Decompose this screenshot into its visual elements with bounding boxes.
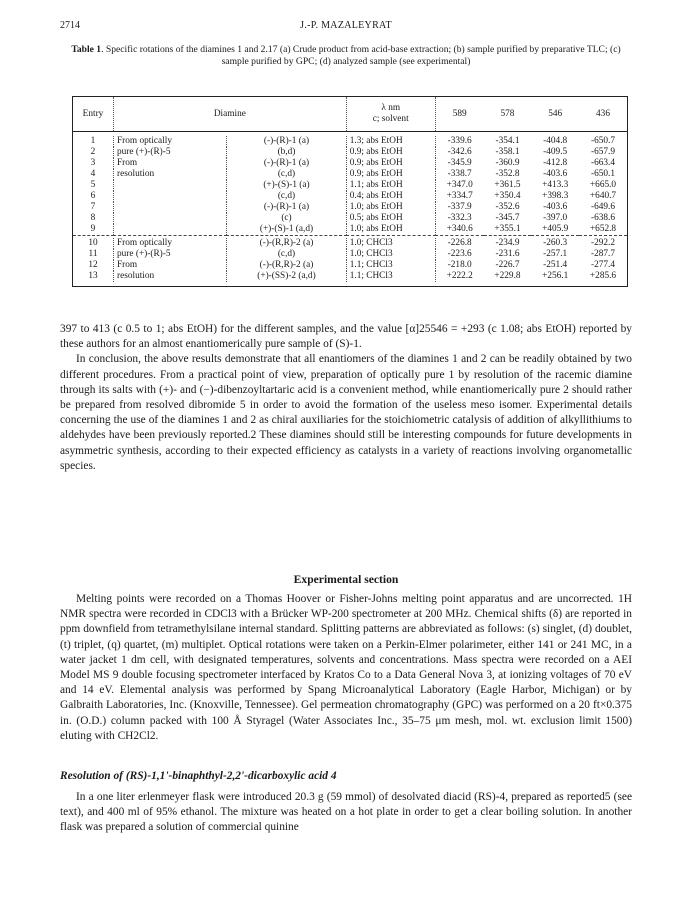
page-number: 2714: [60, 20, 80, 31]
paragraph-1: 397 to 413 (c 0.5 to 1; abs EtOH) for the different samples, and the value [α]25546 = +293 (c 1.08; abs EtOH) reported by these authors for an almost enantiomerically pure sample of (S)-1.: [60, 323, 632, 351]
value-546-cell: +256.1: [542, 271, 569, 281]
diamine-cell: (+)-(S)-1 (a): [227, 180, 346, 191]
value-589-cell: -339.6: [447, 136, 472, 146]
table-caption: [60, 44, 632, 68]
value-546-cell: -412.8: [543, 158, 568, 168]
value-546-cell: +413.3: [542, 180, 569, 190]
table-body: [73, 132, 628, 287]
value-589-cell: -342.6: [447, 147, 472, 157]
value-589-cell: +347.0: [446, 180, 473, 190]
source-cell: resolution: [114, 271, 227, 282]
diamine-cell: (c,d): [227, 169, 346, 180]
source-cell: [114, 224, 227, 236]
condition-cell: 0.4; abs EtOH: [346, 191, 435, 202]
value-589-cell: -218.0: [447, 260, 472, 270]
diamine-cell: (c,d): [227, 191, 346, 202]
table-row: [73, 169, 628, 180]
source-cell: [114, 180, 227, 191]
value-436-cell: -277.4: [591, 260, 616, 270]
diamine-cell: (-)-(R)-1 (a): [227, 158, 346, 169]
condition-cell: 1.0; CHCl3: [346, 249, 435, 260]
diamine-cell: (+)-(S)-1 (a,d): [227, 224, 346, 236]
value-589-cell: -226.8: [447, 238, 472, 248]
source-cell: resolution: [114, 169, 227, 180]
value-436-cell: -649.6: [591, 202, 616, 212]
paragraph-continuation: [60, 322, 632, 474]
header-solvent: c; solvent: [372, 114, 409, 124]
value-546-cell: -260.3: [543, 238, 568, 248]
table-row: [73, 147, 628, 158]
value-578-cell: +361.5: [494, 180, 521, 190]
table-row: [73, 202, 628, 213]
source-cell: [114, 213, 227, 224]
entry-cell: 12: [73, 260, 114, 271]
source-cell: [114, 202, 227, 213]
paragraph-resolution-block: [60, 790, 632, 836]
value-589-cell: +334.7: [446, 191, 473, 201]
condition-cell: 0.9; abs EtOH: [346, 158, 435, 169]
value-578-cell: -352.6: [495, 202, 520, 212]
entry-cell: 11: [73, 249, 114, 260]
table-row: [73, 136, 628, 147]
value-436-cell: -292.2: [591, 238, 616, 248]
value-589-cell: -338.7: [447, 169, 472, 179]
source-cell: From: [114, 158, 227, 169]
diamine-cell: (-)-(R,R)-2 (a): [227, 238, 346, 249]
value-578-cell: +355.1: [494, 224, 521, 234]
table-row: [73, 238, 628, 249]
condition-cell: 0.9; abs EtOH: [346, 147, 435, 158]
paragraph-experimental-block: [60, 592, 632, 744]
value-546-cell: -397.0: [543, 213, 568, 223]
table-row: [73, 158, 628, 169]
header-lambda: [346, 97, 435, 132]
condition-cell: 0.9; abs EtOH: [346, 169, 435, 180]
table-row: [73, 180, 628, 191]
value-578-cell: -360.9: [495, 158, 520, 168]
entry-cell: 13: [73, 271, 114, 282]
subsection-title-resolution: Resolution of (RS)-1,1'-binaphthyl-2,2'-dicarboxylic acid 4: [60, 770, 337, 782]
value-578-cell: -226.7: [495, 260, 520, 270]
condition-cell: 1.0; abs EtOH: [346, 224, 435, 236]
running-header: [60, 20, 632, 34]
source-cell: From: [114, 260, 227, 271]
condition-cell: 1.0; abs EtOH: [346, 202, 435, 213]
entry-cell: 1: [73, 136, 114, 147]
entry-cell: 10: [73, 238, 114, 249]
condition-cell: 1.1; abs EtOH: [346, 180, 435, 191]
value-546-cell: +405.9: [542, 224, 569, 234]
rotation-table: [72, 96, 628, 287]
value-436-cell: +285.6: [589, 271, 617, 281]
value-436-cell: -638.6: [591, 213, 616, 223]
condition-cell: 1.1; CHCl3: [346, 260, 435, 271]
value-546-cell: -403.6: [543, 202, 568, 212]
table-row: [73, 260, 628, 271]
value-589-cell: +222.2: [446, 271, 473, 281]
value-589-cell: -337.9: [447, 202, 472, 212]
table-row: [73, 271, 628, 282]
entry-cell: 7: [73, 202, 114, 213]
source-cell: From optically: [114, 238, 227, 249]
value-436-cell: -657.9: [591, 147, 616, 157]
value-578-cell: -358.1: [495, 147, 520, 157]
table-caption-text: . Specific rotations of the diamines 1 and 2.17 (a) Crude product from acid-base extraction; (b) sample purified by preparative TLC; (c) sample purified by GPC; (d) analyzed sample (see experimental): [101, 44, 621, 67]
source-cell: pure (+)-(R)-5: [114, 147, 227, 158]
value-578-cell: +229.8: [494, 271, 521, 281]
table-caption-label: Table 1: [71, 44, 102, 55]
diamine-cell: (c): [227, 213, 346, 224]
table-row: [73, 191, 628, 202]
section-title-experimental: Experimental section: [293, 573, 399, 586]
value-546-cell: -403.6: [543, 169, 568, 179]
entry-cell: 8: [73, 213, 114, 224]
paragraph-experimental: Melting points were recorded on a Thomas Hoover or Fisher-Johns melting point apparatus and are uncorrected. 1H NMR spectra were recorded in CDCl3 with a Brücker WP-200 spectrometer at 200 MHz. Chemical shifts (δ) are reported in ppm downfield from tetramethylsilane internal standard. Splitting patterns are abbreviated as follows: (s) singlet, (d) doublet, (t) triplet, (q) quartet, (m) multiplet. Optical rotations were taken on a Perkin-Elmer polarimeter, either 141 or 241 MC, in a water jacket 1 dm cell, with designated temperatures, solvents and concentrations. Mass spectra were recorded on a AEI Model MS 9 double focusing spectrometer interfaced by Kratos Co to a Data General Nova 3, at ionizing voltages of 70 eV and 14 eV. Elemental analysis was performed by Spang Microanalytical Laboratory (Eagle Harbor, Michigan) or by Galbraith Laboratories, Inc. (Knoxville, Tennessee). Gel permeation chromatography (GPC) was performed on a 20 ft×0.375 in. (O.D.) column packed with 100 Å Styragel (Water Associates Inc., 35–75 μm mesh, mol. wt. exclusion limit 1500) eluting with CH2Cl2.: [60, 593, 632, 742]
value-578-cell: -231.6: [495, 249, 520, 259]
condition-cell: 1.3; abs EtOH: [346, 136, 435, 147]
value-578-cell: -345.7: [495, 213, 520, 223]
entry-cell: 6: [73, 191, 114, 202]
source-cell: pure (+)-(R)-5: [114, 249, 227, 260]
header-436: 436: [579, 97, 627, 132]
value-436-cell: +652.8: [589, 224, 617, 234]
paragraph-conclusion: In conclusion, the above results demonstrate that all enantiomers of the diamines 1 and 2 can be readily obtained by two different procedures. From a practical point of view, preparation of optically pure 1 by resolution of the racemic diamine through its salts with (+)- and (−)-dibenzoyltartaric acid is a convenient method, while enantiomerically pure 2 should rather be prepared from resolved dibromide 5 in order to avoid the formation of the useless meso isomer. Experimental details concerning the use of the diamines 1 and 2 as chiral auxiliaries for the stoichiometric catalysis of addition of alkyllithiums to aldehydes have been previously reported.2 These diamines should still be interesting compounds for future developments in asymmetric synthesis, according to their expected efficiency as catalysts in a variety of reactions involving organometallic species.: [60, 353, 632, 472]
value-436-cell: -663.4: [591, 158, 616, 168]
condition-cell: 0.5; abs EtOH: [346, 213, 435, 224]
value-578-cell: +350.4: [494, 191, 521, 201]
value-546-cell: -409.5: [543, 147, 568, 157]
value-546-cell: -251.4: [543, 260, 568, 270]
table-row: [73, 213, 628, 224]
paragraph-resolution: In a one liter erlenmeyer flask were introduced 20.3 g (59 mmol) of desolvated diacid (RS)-4, prepared as reported5 (see text), and 400 ml of 95% ethanol. The mixture was heated on a hot plate in order to get a clear boiling solution. In another flask was prepared a solution of commercial quinine: [60, 791, 632, 834]
header-546: 546: [531, 97, 579, 132]
value-589-cell: -345.9: [447, 158, 472, 168]
value-436-cell: -650.7: [591, 136, 616, 146]
header-578: 578: [484, 97, 532, 132]
entry-cell: 5: [73, 180, 114, 191]
header-589: 589: [435, 97, 483, 132]
diamine-cell: (+)-(SS)-2 (a,d): [227, 271, 346, 282]
value-436-cell: +640.7: [589, 191, 617, 201]
diamine-cell: (-)-(R)-1 (a): [227, 202, 346, 213]
diamine-cell: (-)-(R,R)-2 (a): [227, 260, 346, 271]
diamine-cell: (c,d): [227, 249, 346, 260]
table-row: [73, 249, 628, 260]
diamine-cell: (-)-(R)-1 (a): [227, 136, 346, 147]
value-546-cell: -257.1: [543, 249, 568, 259]
table-row: [73, 224, 628, 236]
header-lambda-nm: λ nm: [381, 103, 401, 113]
source-cell: [114, 191, 227, 202]
header-entry: Entry: [73, 97, 114, 132]
value-546-cell: -404.8: [543, 136, 568, 146]
entry-cell: 2: [73, 147, 114, 158]
entry-cell: 3: [73, 158, 114, 169]
value-589-cell: -332.3: [447, 213, 472, 223]
value-436-cell: +665.0: [589, 180, 617, 190]
running-head-author: J.-P. MAZALEYRAT: [300, 20, 392, 31]
diamine-cell: (b,d): [227, 147, 346, 158]
table-header-row: [73, 97, 628, 132]
header-diamine: Diamine: [114, 97, 347, 132]
value-589-cell: -223.6: [447, 249, 472, 259]
source-cell: From optically: [114, 136, 227, 147]
condition-cell: 1.0; CHCl3: [346, 238, 435, 249]
entry-cell: 4: [73, 169, 114, 180]
value-578-cell: -354.1: [495, 136, 520, 146]
value-436-cell: -287.7: [591, 249, 616, 259]
value-589-cell: +340.6: [446, 224, 473, 234]
value-578-cell: -352.8: [495, 169, 520, 179]
value-436-cell: -650.1: [591, 169, 616, 179]
condition-cell: 1.1; CHCl3: [346, 271, 435, 282]
value-578-cell: -234.9: [495, 238, 520, 248]
value-546-cell: +398.3: [542, 191, 569, 201]
entry-cell: 9: [73, 224, 114, 236]
table-spacer: [73, 282, 628, 287]
